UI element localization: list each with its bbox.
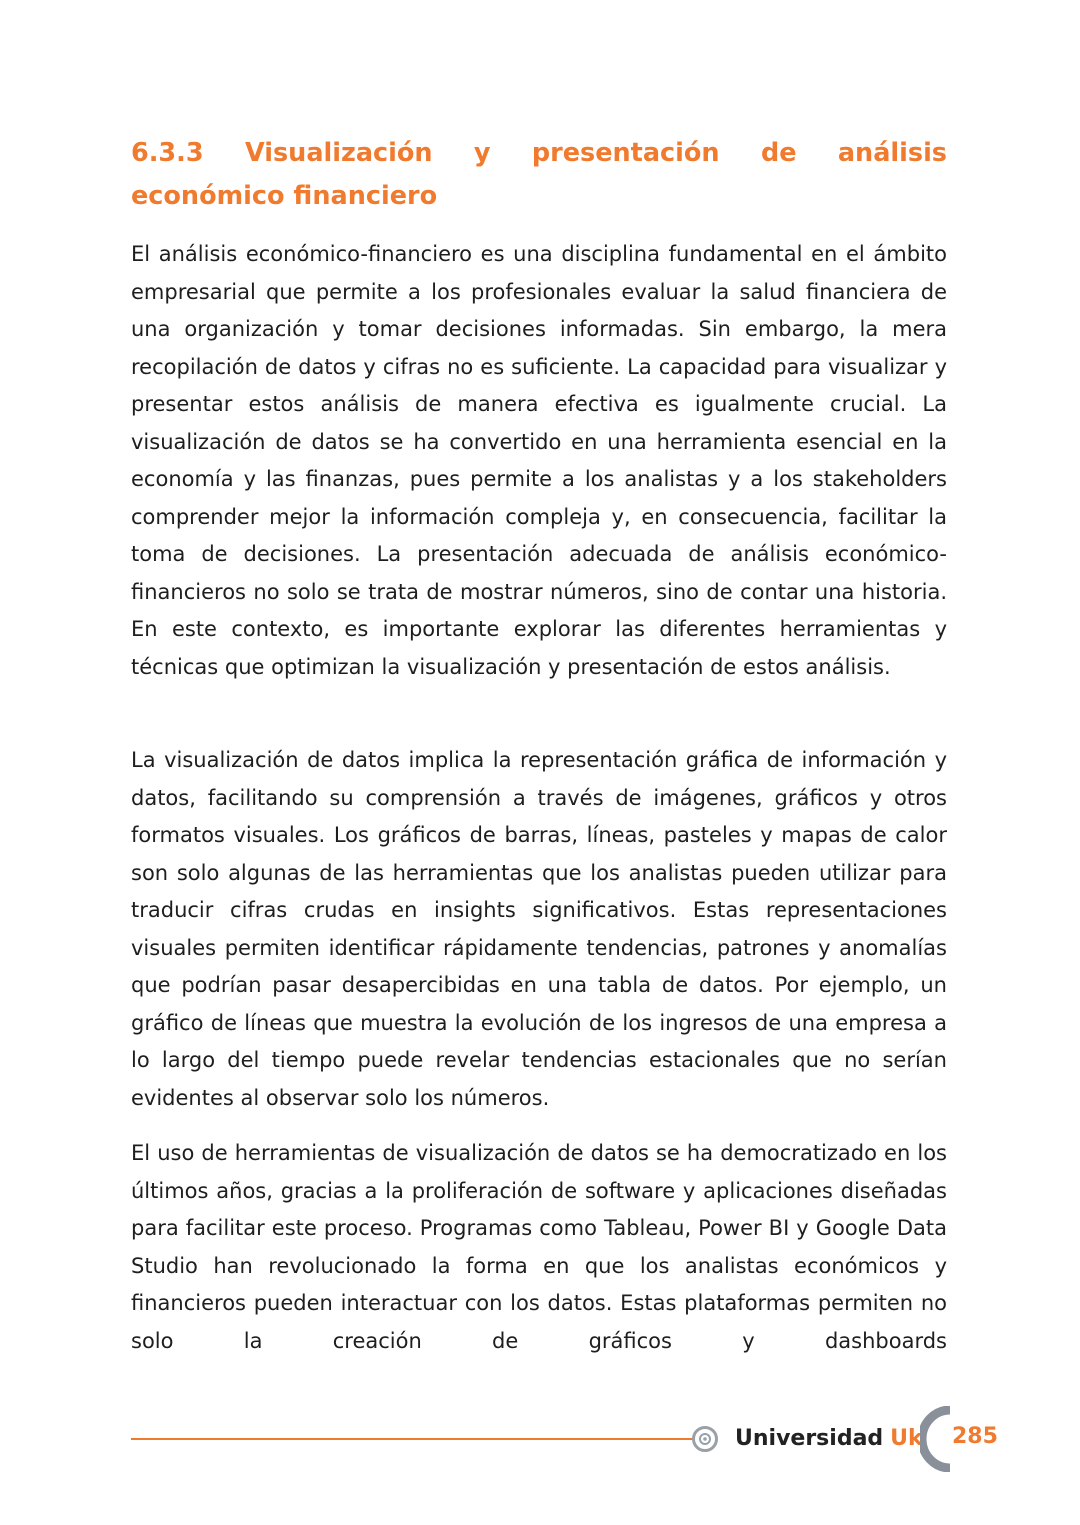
page-number-arc xyxy=(920,1406,954,1472)
paragraph-2: La visualización de datos implica la representación gráfica de información y datos, facilitando su comprensión a través de imágenes, gráficos y otros formatos visuales. Los gráficos de barras, líneas, pasteles y mapas de calor son solo algunas de las herramientas que los analistas pueden utilizar para traducir cifras crudas en insights significativos. Estas representaciones visuales permiten identificar rápidamente tendencias, patrones y anomalías que podrían pasar desapercibidas en una tabla de datos. Por ejemplo, un gráfico de líneas que muestra la evolución de los ingresos de una empresa a lo largo del tiempo puede revelar tendencias estacionales que no serían evidentes al observar solo los números. xyxy=(131,748,947,1110)
section-heading: 6.3.3 Visualización y presentación de análisis económico financiero xyxy=(131,138,947,211)
footer-divider xyxy=(131,1438,694,1440)
paragraph-3: El uso de herramientas de visualización de datos se ha democratizado en los últimos años, gracias a la proliferación de software y aplicaciones diseñadas para facilitar este proceso. Programas como Tableau, Power BI y Google Data Studio han revolucionado la forma en que los analistas económicos y financieros pueden interactuar con los datos. Estas plataformas permiten no solo la creación de gráficos y dashboards xyxy=(131,1141,947,1353)
paragraph-1: El análisis económico-financiero es una disciplina fundamental en el ámbito empresarial que permite a los profesionales evaluar la salud financiera de una organización y tomar decisiones informadas. Sin embargo, la mera recopilación de datos y cifras no es suficiente. La capacidad para visualizar y presentar estos análisis de manera efectiva es igualmente crucial. La visualización de datos se ha convertido en una herramienta esencial en la economía y las finanzas, pues permite a los analistas y a los stakeholders comprender mejor la información compleja y, en consecuencia, facilitar la toma de decisiones. La presentación adecuada de análisis económico-financieros no solo se trata de mostrar números, sino de contar una historia. En este contexto, es importante explorar las diferentes herramientas y técnicas que optimizan la visualización y presentación de estos análisis. xyxy=(131,242,947,679)
brand-name: Universidad xyxy=(735,1426,884,1451)
page-number: 285 xyxy=(952,1424,998,1449)
target-circle-icon xyxy=(692,1426,718,1452)
footer-brand xyxy=(735,1419,923,1459)
brand-suffix: Uk xyxy=(890,1426,923,1451)
